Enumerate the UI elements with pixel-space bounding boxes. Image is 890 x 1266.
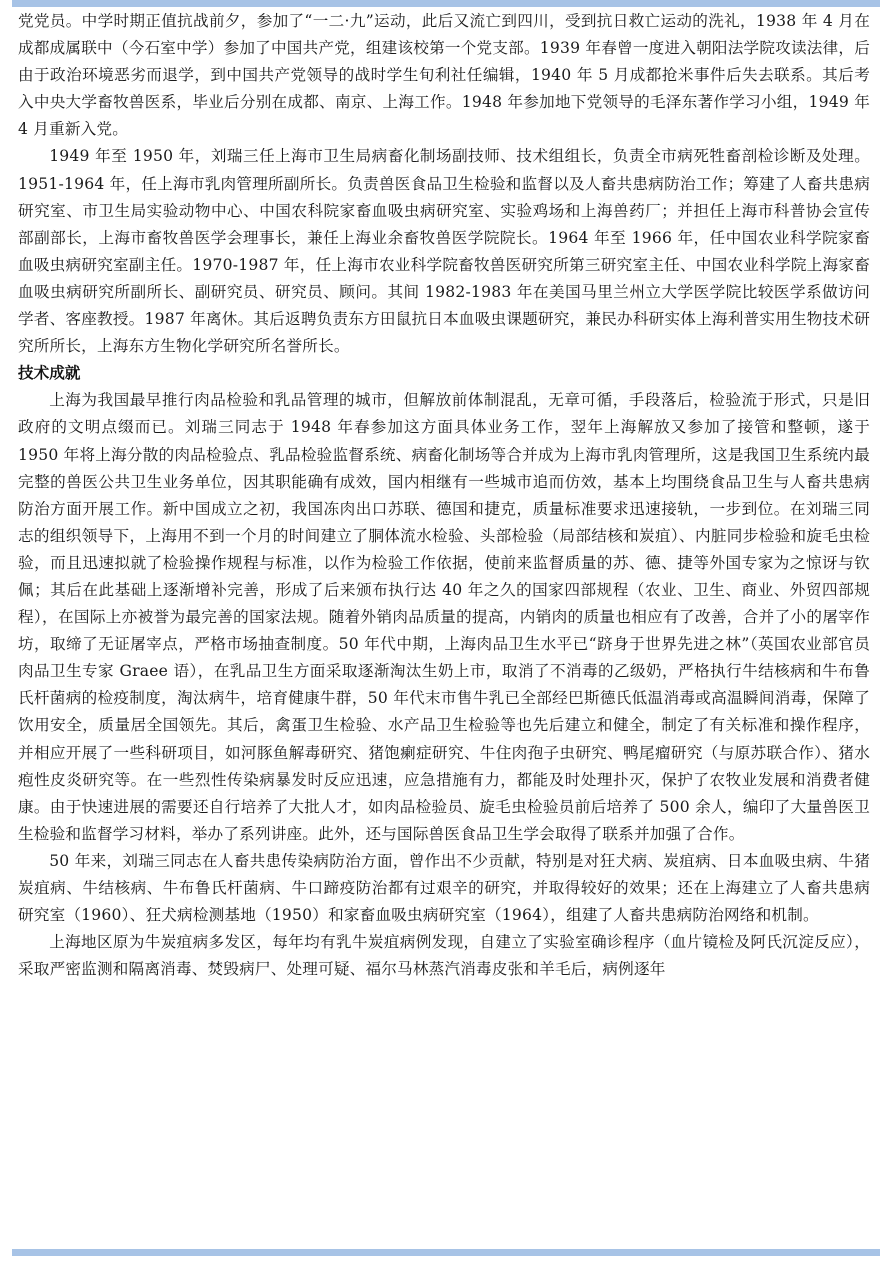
paragraph-meat-dairy-inspection: 上海为我国最早推行肉品检验和乳品管理的城市，但解放前体制混乱，无章可循，手段落后，检验流于形式，只是旧政府的文明点缀而已。刘瑞三同志于 1948 年春参加这方面具体业务工作，翌年上海解放又参加了接管和整顿，遂于 1950 年将上海分散的肉品检验点、乳品检验监督系统、病畜化制场等合并成为上海市乳肉管理所，这是我国卫生系统内最完整的兽医公共卫生业务单位，因其职能确有成效，国内相继有一些城市追而仿效，基本上均围绕食品卫生与人畜共患病防治方面开展工作。新中国成立之初，我国冻肉出口苏联、德国和捷克，质量标准要求迅速接轨，一步到位。在刘瑞三同志的组织领导下，上海用不到一个月的时间建立了胴体流水检验、头部检验（局部结核和炭疽）、内脏同步检验和旋毛虫检验，而且迅速拟就了检验操作规程与标准，以作为检验工作依据，使前来监督质量的苏、德、捷等外国专家为之惊讶与钦佩；其后在此基础上逐渐增补完善，形成了后来颁布执行达 40 年之久的国家四部规程（农业、卫生、商业、外贸四部规程），在国际上亦被誉为最完善的国家法规。随着外销肉品质量的提高，内销肉的质量也相应有了改善，合并了小的屠宰作坊，取缔了无证屠宰点，严格市场抽查制度。50 年代中期，上海肉品卫生水平已“跻身于世界先进之林”（英国农业部官员肉品卫生专家 Graee 语），在乳品卫生方面采取逐渐淘汰生奶上市，取消了不消毒的乙级奶，严格执行牛结核病和牛布鲁氏杆菌病的检疫制度，淘汰病牛，培育健康牛群，50 年代末市售牛乳已全部经巴斯德氏低温消毒或高温瞬间消毒，保障了饮用安全，质量居全国领先。其后，禽蛋卫生检验、水产品卫生检验等也先后建立和健全，制定了有关标准和操作程序，并相应开展了一些科研项目，如河豚鱼解毒研究、猪饱瘌症研究、牛住肉孢子虫研究、鸭尾瘤研究（与原苏联合作）、猪水疱性皮炎研究等。在一些烈性传染病暴发时反应迅速，应急措施有力，都能及时处理扑灭，保护了农牧业发展和消费者健康。由于快速进展的需要还自行培养了大批人才，如肉品检验员、旋毛虫检验员前后培养了 500 余人，编印了大量兽医卫生检验和监督学习材料，举办了系列讲座。此外，还与国际兽医食品卫生学会取得了联系并加强了合作。 (18, 391, 870, 843)
top-decorative-bar (12, 0, 880, 7)
paragraph-zoonosis-control: 50 年来，刘瑞三同志在人畜共患传染病防治方面，曾作出不少贡献，特别是对狂犬病、炭疽病、日本血吸虫病、牛猪炭疽病、牛结核病、牛布鲁氏杆菌病、牛口蹄疫防治都有过艰辛的研究，并取得较好的效果；还在上海建立了人畜共患病研究室（1960）、狂犬病检测基地（1950）和家畜血吸虫病研究室（1964），组建了人畜共患病防治网络和机制。 (18, 851, 870, 925)
paragraph-anthrax-control: 上海地区原为牛炭疽病多发区，每年均有乳牛炭疽病例发现，自建立了实验室确诊程序（血片镜检及阿氏沉淀反应），采取严密监测和隔离消毒、焚毁病尸、处理可疑、福尔马林蒸汽消毒皮张和羊毛后，病例逐年 (18, 933, 870, 979)
paragraph-party-history: 党党员。中学时期正值抗战前夕，参加了“一二·九”运动，此后又流亡到四川，受到抗日救亡运动的洗礼，1938 年 4 月在成都成属联中（今石室中学）参加了中国共产党，组建该校第一个党支部。1939 年春曾一度进入朝阳法学院攻读法律，后由于政治环境恶劣而退学，到中国共产党领导的战时学生旬利社任编辑，1940 年 5 月成都抢米事件后失去联系。其后考入中央大学畜牧兽医系，毕业后分别在成都、南京、上海工作。1948 年参加地下党领导的毛泽东著作学习小组，1949 年 4 月重新入党。 (18, 12, 870, 139)
document-body (18, 8, 870, 983)
section-heading-achievements: 技术成就 (18, 364, 81, 383)
paragraph-career-positions: 1949 年至 1950 年，刘瑞三任上海市卫生局病畜化制场副技师、技术组组长，负责全市病死牲畜剖检诊断及处理。1951-1964 年，任上海市乳肉管理所副所长。负责兽医食品卫生检验和监督以及人畜共患病防治工作；筹建了人畜共患病研究室、市卫生局实验动物中心、中国农科院家畜血吸虫病研究室、实验鸡场和上海兽药厂；并担任上海市科普协会宣传部副部长，上海市畜牧兽医学会理事长，兼任上海业余畜牧兽医学院院长。1964 年至 1966 年，任中国农业科学院家畜血吸虫病研究室副主任。1970-1987 年，任上海市农业科学院畜牧兽医研究所第三研究室主任、中国农业科学院上海家畜血吸虫病研究所副所长、副研究员、研究员、顾问。其间 1982-1983 年在美国马里兰州立大学医学院比较医学系做访问学者、客座教授。1987 年离休。其后返聘负责东方田鼠抗日本血吸虫课题研究，兼民办科研实体上海利普实用生物技术研究所所长，上海东方生物化学研究所名誉所长。 (18, 147, 870, 356)
bottom-decorative-bar (12, 1249, 880, 1256)
